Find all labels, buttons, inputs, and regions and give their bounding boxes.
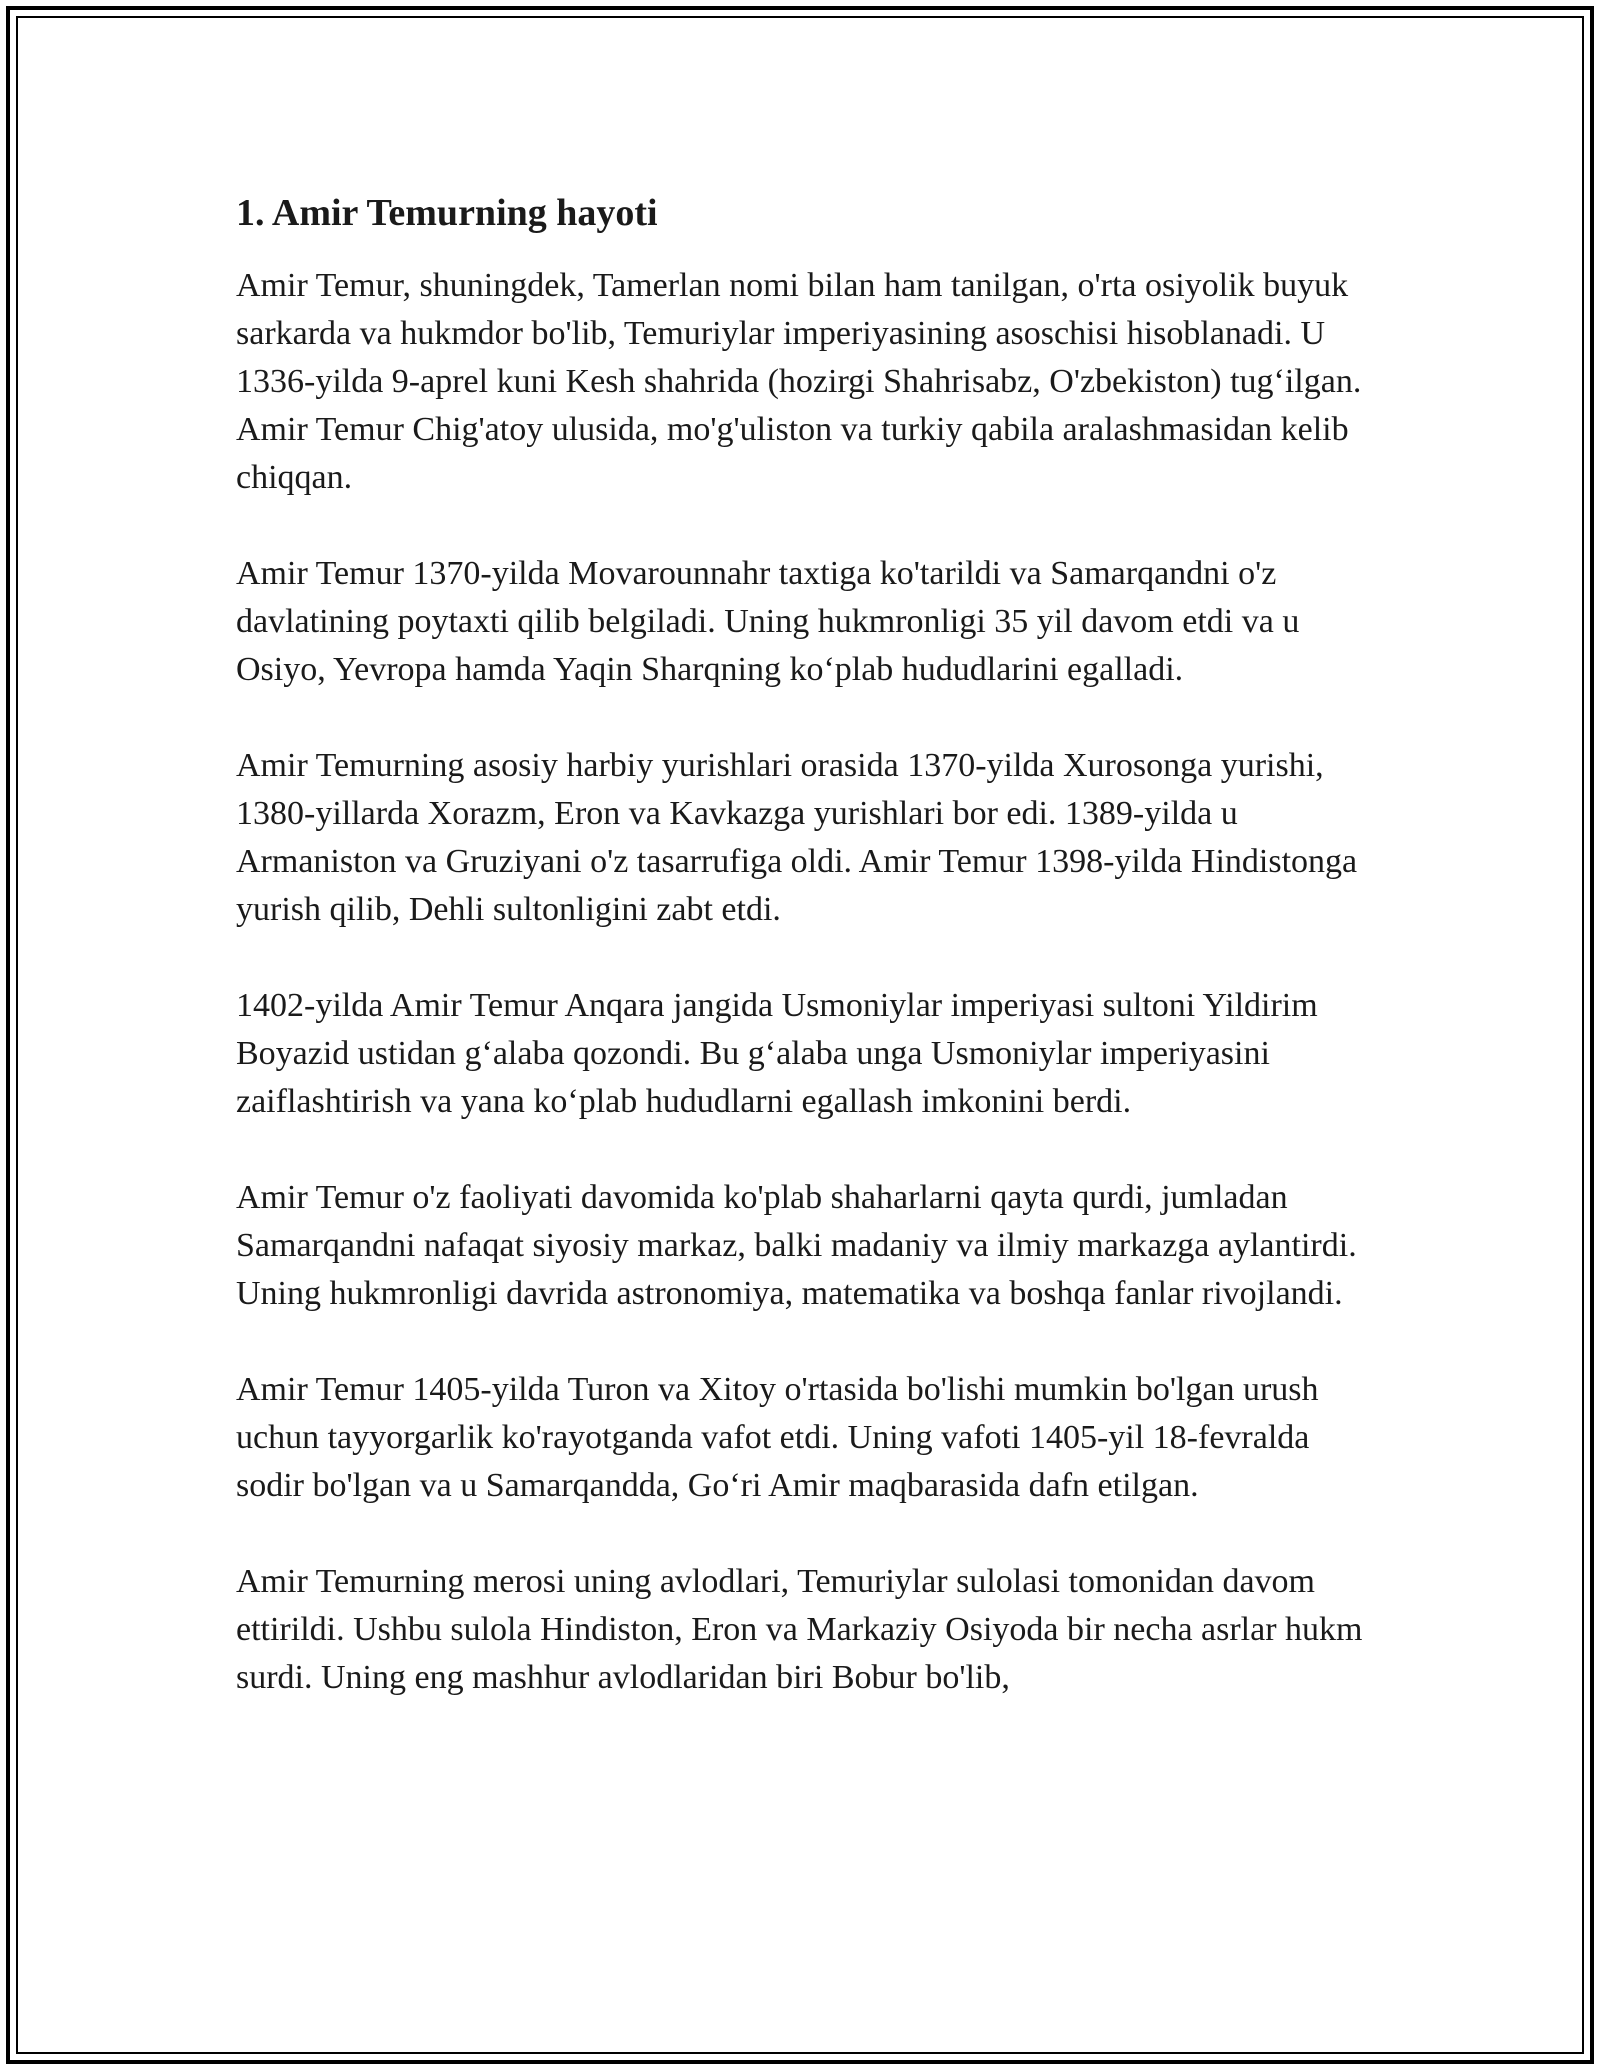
paragraph-construction: Amir Temur o'z faoliyati davomida ko'plab shaharlarni qayta qurdi, jumladan Samarqandni nafaqat siyosiy markaz, balki madaniy va ilmiy markazga aylantirdi. Uning hukmronligi davrida astronomiya, matematika va boshqa fanlar rivojlandi. <box>236 1179 1357 1312</box>
paragraph-legacy: Amir Temurning merosi uning avlodlari, Temuriylar sulolasi tomonidan davom ettirildi. Ushbu sulola Hindiston, Eron va Markaziy Osiyoda bir necha asrlar hukm surdi. Uning eng mashhur avlodlaridan biri Bobur bo'lib, <box>236 1563 1363 1696</box>
paragraph-reign: Amir Temur 1370-yilda Movarounnahr taxtiga ko'tarildi va Samarqandni o'z davlatining poytaxti qilib belgiladi. Uning hukmronligi 35 yil davom etdi va u Osiyo, Yevropa hamda Yaqin Sharqning ko‘plab hududlarini egalladi. <box>236 555 1300 688</box>
document-body <box>236 186 1366 1750</box>
paragraph-death: Amir Temur 1405-yilda Turon va Xitoy o'rtasida bo'lishi mumkin bo'lgan urush uchun tayyorgarlik ko'rayotganda vafot etdi. Uning vafoti 1405-yil 18-fevralda sodir bo'lgan va u Samarqandda, Go‘ri Amir maqbarasida dafn etilgan. <box>236 1371 1319 1504</box>
paragraph-birth: Amir Temur, shuningdek, Tamerlan nomi bilan ham tanilgan, o'rta osiyolik buyuk sarkarda va hukmdor bo'lib, Temuriylar imperiyasining asoschisi hisoblanadi. U 1336-yilda 9-aprel kuni Kesh shahrida (hozirgi Shahrisabz, O'zbekiston) tug‘ilgan. Amir Temur Chig'atoy ulusida, mo'g'uliston va turkiy qabila aralashmasidan kelib chiqqan. <box>236 267 1362 496</box>
paragraph-ankara: 1402-yilda Amir Temur Anqara jangida Usmoniylar imperiyasi sultoni Yildirim Boyazid ustidan g‘alaba qozondi. Bu g‘alaba unga Usmoniylar imperiyasini zaiflashtirish va yana ko‘plab hududlarni egallash imkonini berdi. <box>236 987 1318 1120</box>
paragraph-campaigns: Amir Temurning asosiy harbiy yurishlari orasida 1370-yilda Xurosonga yurishi, 1380-yillarda Xorazm, Eron va Kavkazga yurishlari bor edi. 1389-yilda u Armaniston va Gruziyani o'z tasarrufiga oldi. Amir Temur 1398-yilda Hindistonga yurish qilib, Dehli sultonligini zabt etdi. <box>236 747 1358 928</box>
section-heading: 1. Amir Temurning hayoti <box>236 192 658 234</box>
